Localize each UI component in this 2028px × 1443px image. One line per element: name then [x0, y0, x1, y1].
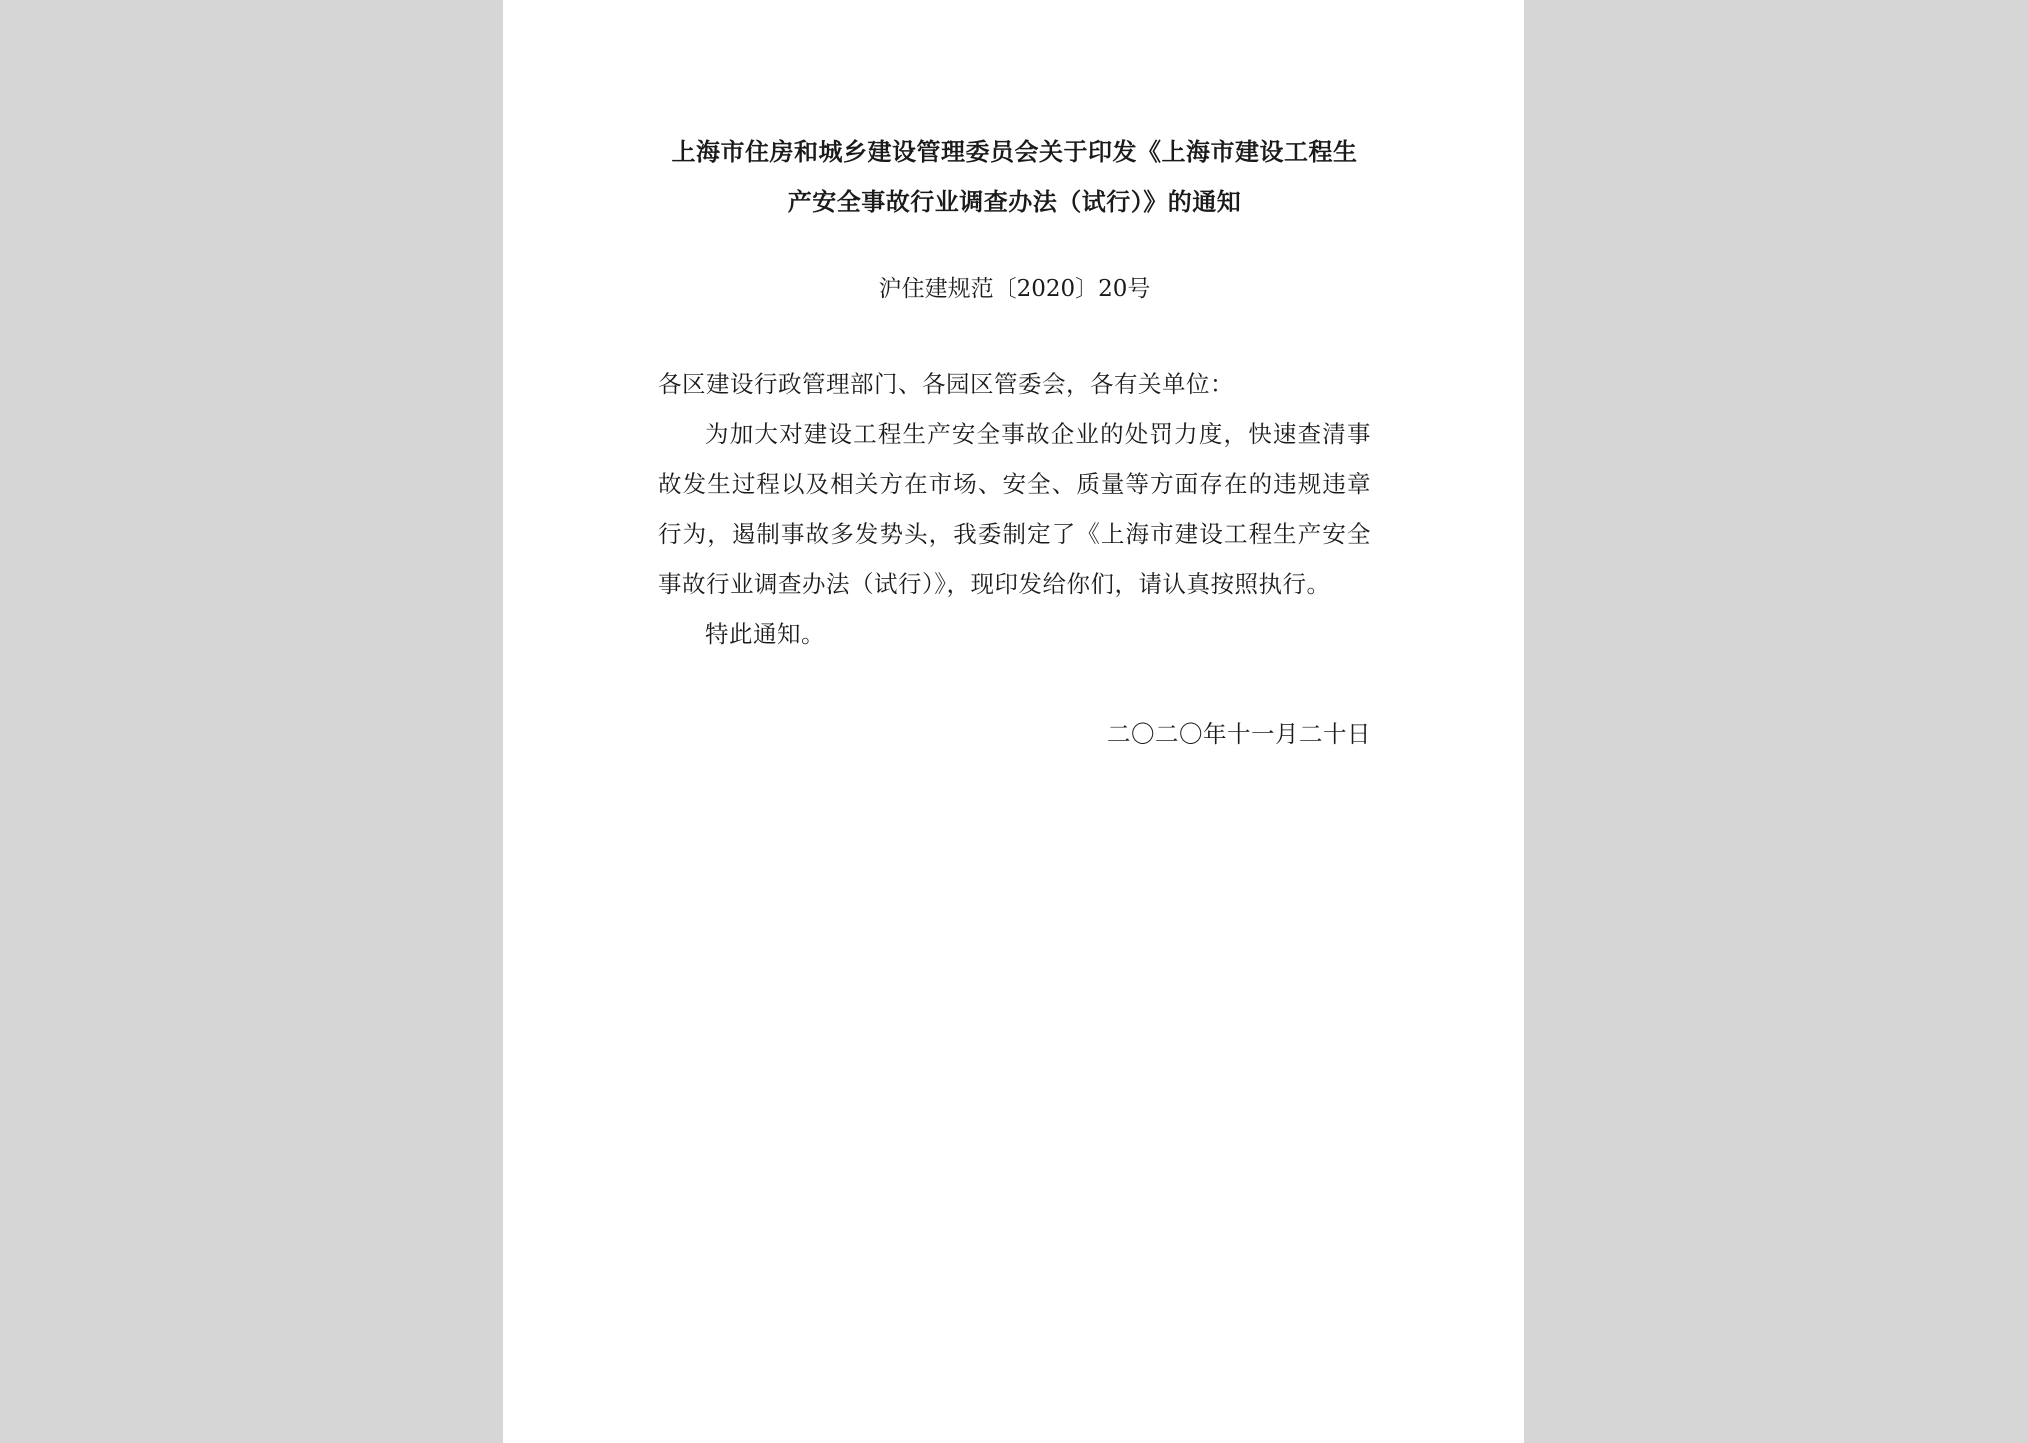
document-page [503, 0, 1524, 1443]
document-content [658, 127, 1371, 759]
title-line-1: 上海市住房和城乡建设管理委员会关于印发《上海市建设工程生 [671, 137, 1358, 166]
issue-date: 二〇二〇年十一月二十日 [1107, 720, 1371, 748]
body-paragraph-2: 特此通知。 [705, 620, 825, 648]
title-line-2: 产安全事故行业调查办法（试行）》的通知 [787, 187, 1242, 216]
document-number: 沪住建规范〔2020〕20号 [878, 276, 1151, 302]
document-title [658, 127, 1371, 227]
greeting: 各区建设行政管理部门、各园区管委会，各有关单位： [658, 370, 1234, 398]
body-paragraph-1: 为加大对建设工程生产安全事故企业的处罚力度，快速查清事故发生过程以及相关方在市场、安全、质量等方面存在的违规违章行为，遏制事故多发势头，我委制定了《上海市建设工程生产安全事故行业调查办法（试行）》，现印发给你们，请认真按照执行。 [658, 420, 1371, 598]
